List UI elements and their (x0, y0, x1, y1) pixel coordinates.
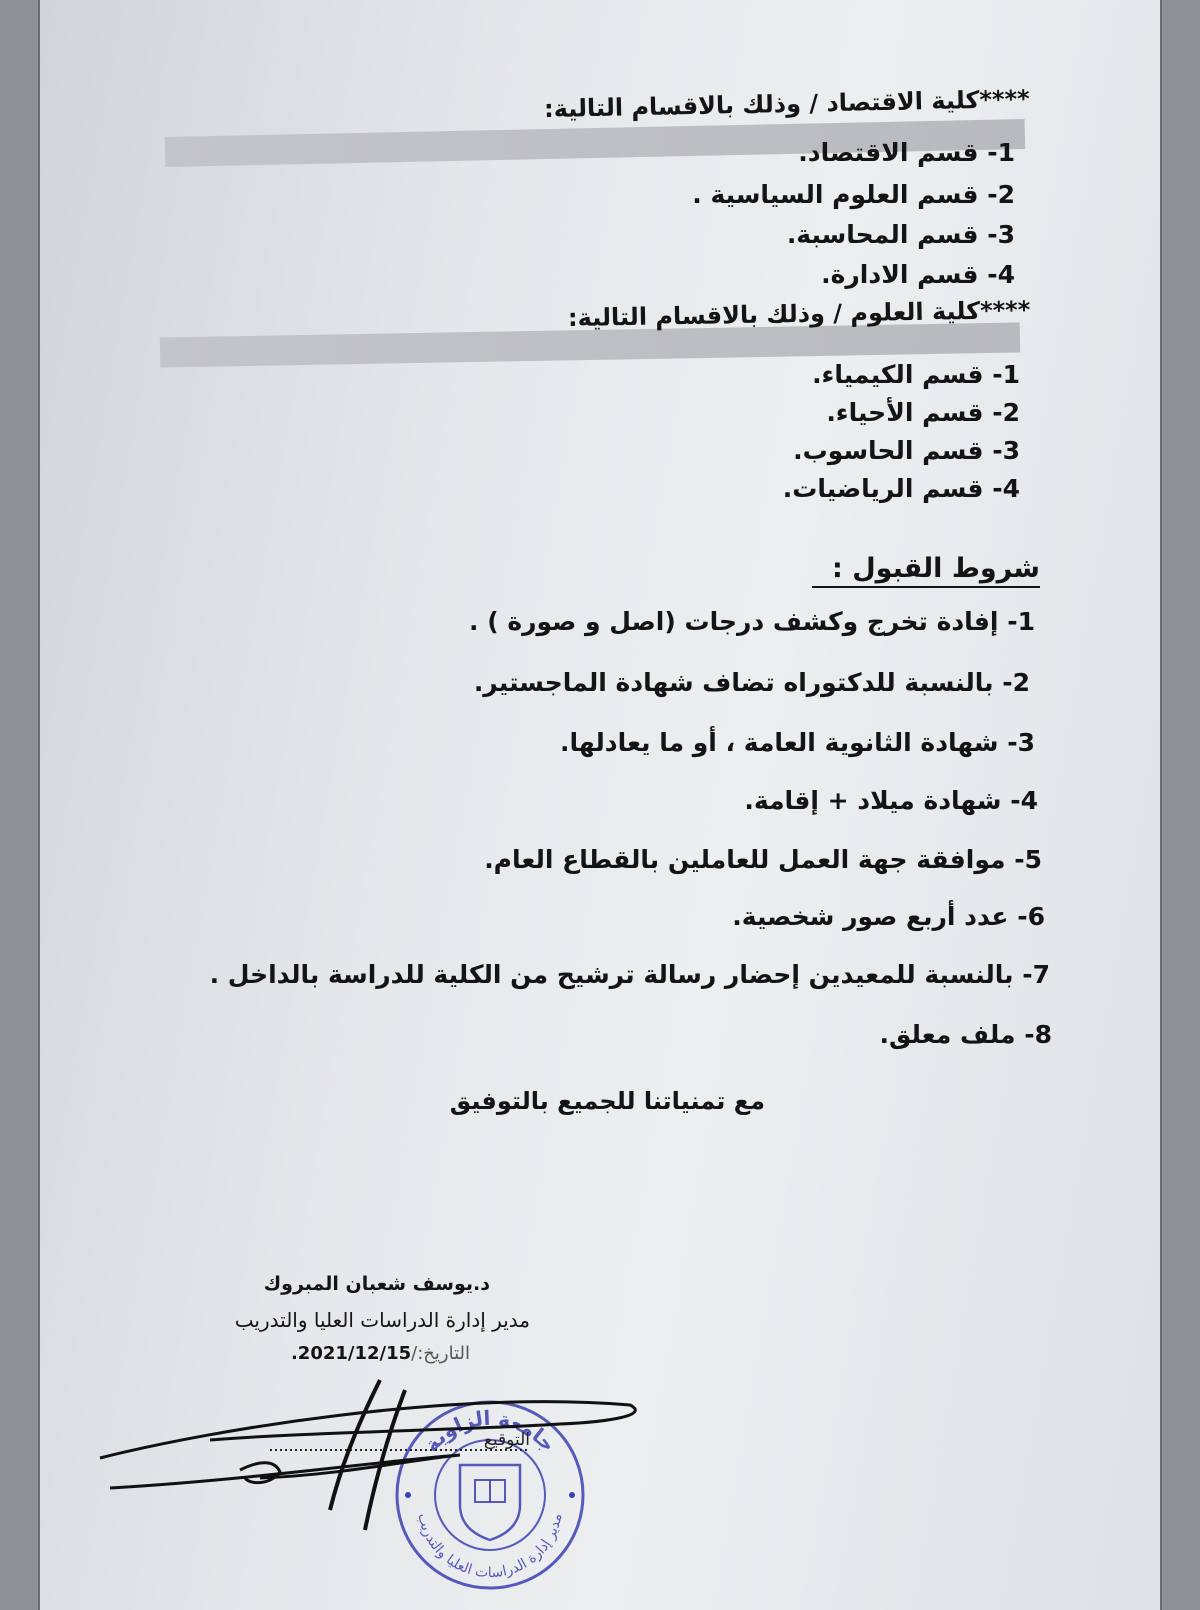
department-item: 3- قسم الحاسوب. (793, 436, 1020, 465)
signatory-role: مدير إدارة الدراسات العليا والتدريب (234, 1308, 530, 1332)
condition-item: 3- شهادة الثانوية العامة ، أو ما يعادلها. (560, 728, 1035, 757)
handwritten-signature (90, 1360, 650, 1540)
condition-item: 4- شهادة ميلاد + إقامة. (744, 786, 1038, 815)
stamp-top-text: جامعة الزاوية (419, 1405, 561, 1457)
condition-item: 5- موافقة جهة العمل للعاملين بالقطاع العام. (484, 845, 1042, 874)
date-label: التاريخ:/ (411, 1343, 470, 1364)
condition-item: 2- بالنسبة للدكتوراه تضاف شهادة الماجستير. (473, 668, 1030, 697)
condition-item: 6- عدد أربع صور شخصية. (732, 902, 1045, 931)
department-item: 4- قسم الادارة. (821, 260, 1015, 289)
section-heading-economics: ****كلية الاقتصاد / وذلك بالاقسام التالية: (544, 84, 1031, 124)
department-item: 2- قسم الأحياء. (826, 398, 1020, 427)
conditions-title: شروط القبول : (812, 553, 1040, 588)
sign-label: التوقيع (483, 1430, 530, 1450)
closing-wish: مع تمنياتنا للجميع بالتوفيق (449, 1087, 765, 1115)
signatory-name: د.يوسف شعبان المبروك (263, 1273, 490, 1295)
condition-item: 1- إفادة تخرج وكشف درجات (اصل و صورة ) . (469, 607, 1035, 636)
document-page (40, 0, 1160, 1610)
condition-item: 7- بالنسبة للمعيدين إحضار رسالة ترشيح من الكلية للدراسة بالداخل . (209, 960, 1050, 989)
condition-item: 8- ملف معلق. (879, 1020, 1052, 1049)
department-item: 4- قسم الرياضيات. (782, 474, 1020, 503)
department-item: 2- قسم العلوم السياسية . (692, 180, 1015, 209)
section-heading-science: ****كلية العلوم / وذلك بالاقسام التالية: (567, 295, 1031, 333)
stamp-bottom-text: مدير إدارة الدراسات العليا والتدريب (414, 1511, 566, 1582)
date-value: 2021/12/15. (290, 1343, 412, 1364)
department-item: 1- قسم الكيمياء. (812, 360, 1020, 389)
department-item: 3- قسم المحاسبة. (786, 220, 1015, 249)
department-item: 1- قسم الاقتصاد. (798, 138, 1015, 167)
